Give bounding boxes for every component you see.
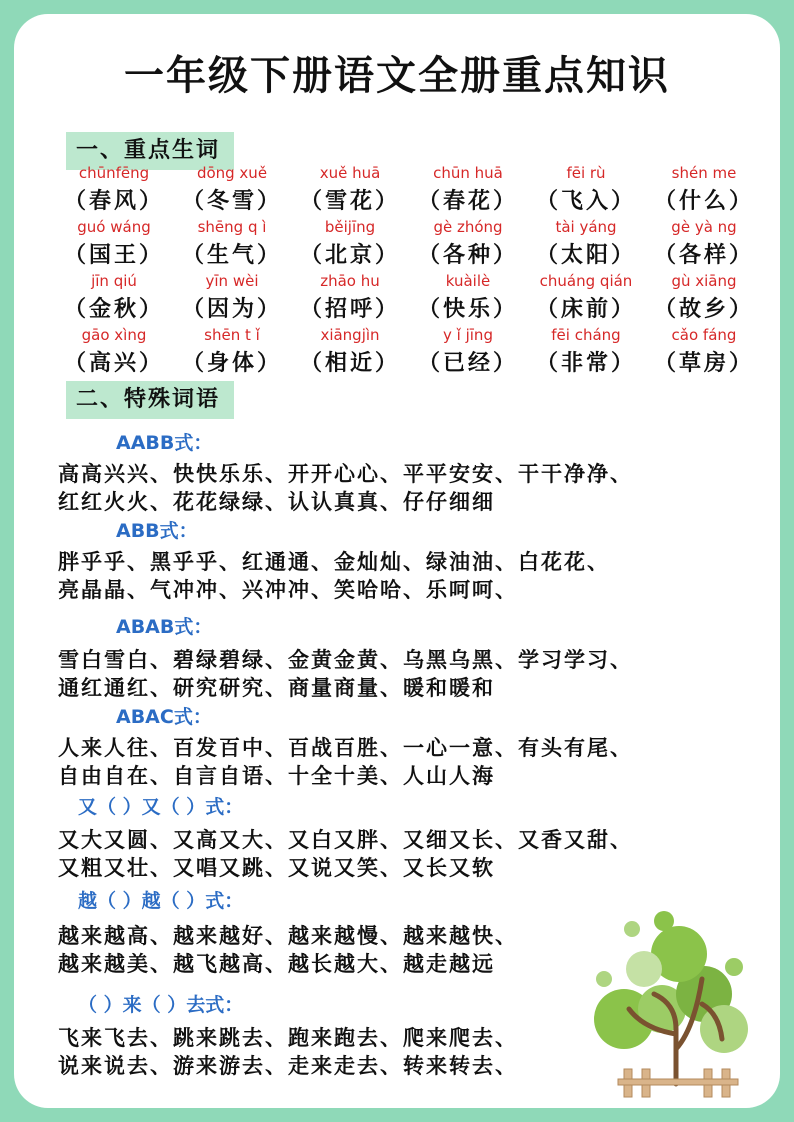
vocab-item: [290, 326, 410, 377]
vocab-word: （草房）: [653, 351, 754, 376]
phrase-line: 胖乎乎、黑乎乎、红通通、金灿灿、绿油油、白花花、: [58, 550, 610, 574]
vocab-word: （故乡）: [653, 297, 754, 322]
vocab-word: （生气）: [181, 243, 282, 268]
vocab-item: [644, 164, 764, 215]
vocab-item: [290, 164, 410, 215]
vocab-word: （春花）: [417, 189, 518, 214]
vocab-pinyin: gāo xìng: [81, 326, 147, 344]
vocab-pinyin: gù xiāng: [671, 272, 737, 290]
vocab-item: [172, 164, 292, 215]
vocab-item: [172, 326, 292, 377]
vocab-word: （非常）: [535, 351, 636, 376]
vocab-pinyin: fēi rù: [566, 164, 606, 182]
vocab-item: [408, 272, 528, 323]
vocab-pinyin: dōng xuě: [196, 164, 268, 182]
tree-illustration: [584, 909, 754, 1099]
vocab-pinyin: xuě huā: [319, 164, 381, 182]
vocab-pinyin: gè zhóng: [433, 218, 503, 236]
phrase-line: 红红火火、花花绿绿、认认真真、仔仔细细: [58, 490, 495, 514]
vocab-word: （各样）: [653, 243, 754, 268]
vocab-item: [172, 218, 292, 269]
phrase-line: 又大又圆、又高又大、又白又胖、又细又长、又香又甜、: [58, 828, 633, 852]
vocab-pinyin: shēng q ì: [197, 218, 267, 236]
vocab-item: [290, 272, 410, 323]
vocab-pinyin: fēi cháng: [551, 326, 621, 344]
vocab-word: （飞入）: [535, 189, 636, 214]
vocab-item: [526, 326, 646, 377]
phrase-line: 人来人往、百发百中、百战百胜、一心一意、有头有尾、: [58, 736, 633, 760]
page-title: 一年级下册语文全册重点知识: [124, 53, 670, 99]
vocab-pinyin: y ǐ jīng: [443, 326, 493, 344]
vocab-word: （金秋）: [63, 297, 164, 322]
section-heading-special-phrases: 二、特殊词语: [66, 381, 234, 419]
vocab-pinyin: běijīng: [324, 218, 376, 236]
vocab-pinyin: jīn qiú: [91, 272, 137, 290]
pattern-label: ABB式：: [116, 520, 198, 542]
vocab-word: （床前）: [535, 297, 636, 322]
vocab-pinyin: xiāngjìn: [320, 326, 380, 344]
vocab-word: （什么）: [653, 189, 754, 214]
pattern-label: ABAB式：: [116, 616, 213, 638]
phrase-line: 高高兴兴、快快乐乐、开开心心、平平安安、干干净净、: [58, 462, 633, 486]
phrase-line: 飞来飞去、跳来跳去、跑来跑去、爬来爬去、: [58, 1026, 518, 1050]
vocab-word: （太阳）: [535, 243, 636, 268]
vocab-pinyin: tài yáng: [555, 218, 617, 236]
vocab-pinyin: chūnfēng: [78, 164, 150, 182]
pattern-label: （ ）来（ ）去式：: [78, 994, 244, 1016]
vocab-item: [526, 164, 646, 215]
vocab-pinyin: gè yà ng: [671, 218, 737, 236]
vocab-word: （相近）: [299, 351, 400, 376]
vocab-word: （身体）: [181, 351, 282, 376]
vocab-item: [526, 272, 646, 323]
page-card: [14, 14, 780, 1108]
vocab-item: [290, 218, 410, 269]
vocab-pinyin: yīn wèi: [205, 272, 259, 290]
vocab-item: [644, 272, 764, 323]
vocab-item: [54, 272, 174, 323]
phrase-line: 越来越美、越飞越高、越长越大、越走越远: [58, 952, 495, 976]
phrase-line: 自由自在、自言自语、十全十美、人山人海: [58, 764, 495, 788]
pattern-label: 又（ ）又（ ）式：: [78, 796, 244, 818]
vocab-word: （招呼）: [299, 297, 400, 322]
vocab-item: [54, 164, 174, 215]
vocab-word: （冬雪）: [181, 189, 282, 214]
pattern-label: 越（ ）越（ ）式：: [78, 890, 244, 912]
vocab-pinyin: chuáng qián: [539, 272, 633, 290]
vocab-word: （北京）: [299, 243, 400, 268]
phrase-line: 又粗又壮、又唱又跳、又说又笑、又长又软: [58, 856, 495, 880]
vocab-word: （快乐）: [417, 297, 518, 322]
vocab-item: [54, 218, 174, 269]
vocab-item: [172, 272, 292, 323]
vocab-pinyin: cǎo fáng: [671, 326, 737, 344]
vocab-word: （国王）: [63, 243, 164, 268]
vocab-pinyin: guó wáng: [77, 218, 151, 236]
phrase-line: 说来说去、游来游去、走来走去、转来转去、: [58, 1054, 518, 1078]
vocab-item: [408, 326, 528, 377]
vocab-pinyin: shēn t ǐ: [204, 326, 260, 344]
pattern-label: ABAC式：: [116, 706, 212, 728]
vocab-word: （雪花）: [299, 189, 400, 214]
vocab-word: （春风）: [63, 189, 164, 214]
vocab-word: （因为）: [181, 297, 282, 322]
pattern-label: AABB式：: [116, 432, 213, 454]
vocab-pinyin: shén me: [671, 164, 737, 182]
vocab-item: [408, 218, 528, 269]
vocab-item: [644, 326, 764, 377]
section-heading-key-words: 一、重点生词: [66, 132, 234, 170]
phrase-line: 亮晶晶、气冲冲、兴冲冲、笑哈哈、乐呵呵、: [58, 578, 518, 602]
vocab-word: （各种）: [417, 243, 518, 268]
phrase-line: 雪白雪白、碧绿碧绿、金黄金黄、乌黑乌黑、学习学习、: [58, 648, 633, 672]
vocab-item: [408, 164, 528, 215]
vocab-pinyin: kuàilè: [445, 272, 491, 290]
vocab-word: （高兴）: [63, 351, 164, 376]
phrase-line: 越来越高、越来越好、越来越慢、越来越快、: [58, 924, 518, 948]
vocab-item: [526, 218, 646, 269]
vocab-item: [644, 218, 764, 269]
vocab-pinyin: chūn huā: [433, 164, 503, 182]
vocab-word: （已经）: [417, 351, 518, 376]
vocab-pinyin: zhāo hu: [320, 272, 380, 290]
phrase-line: 通红通红、研究研究、商量商量、暖和暖和: [58, 676, 495, 700]
vocab-item: [54, 326, 174, 377]
